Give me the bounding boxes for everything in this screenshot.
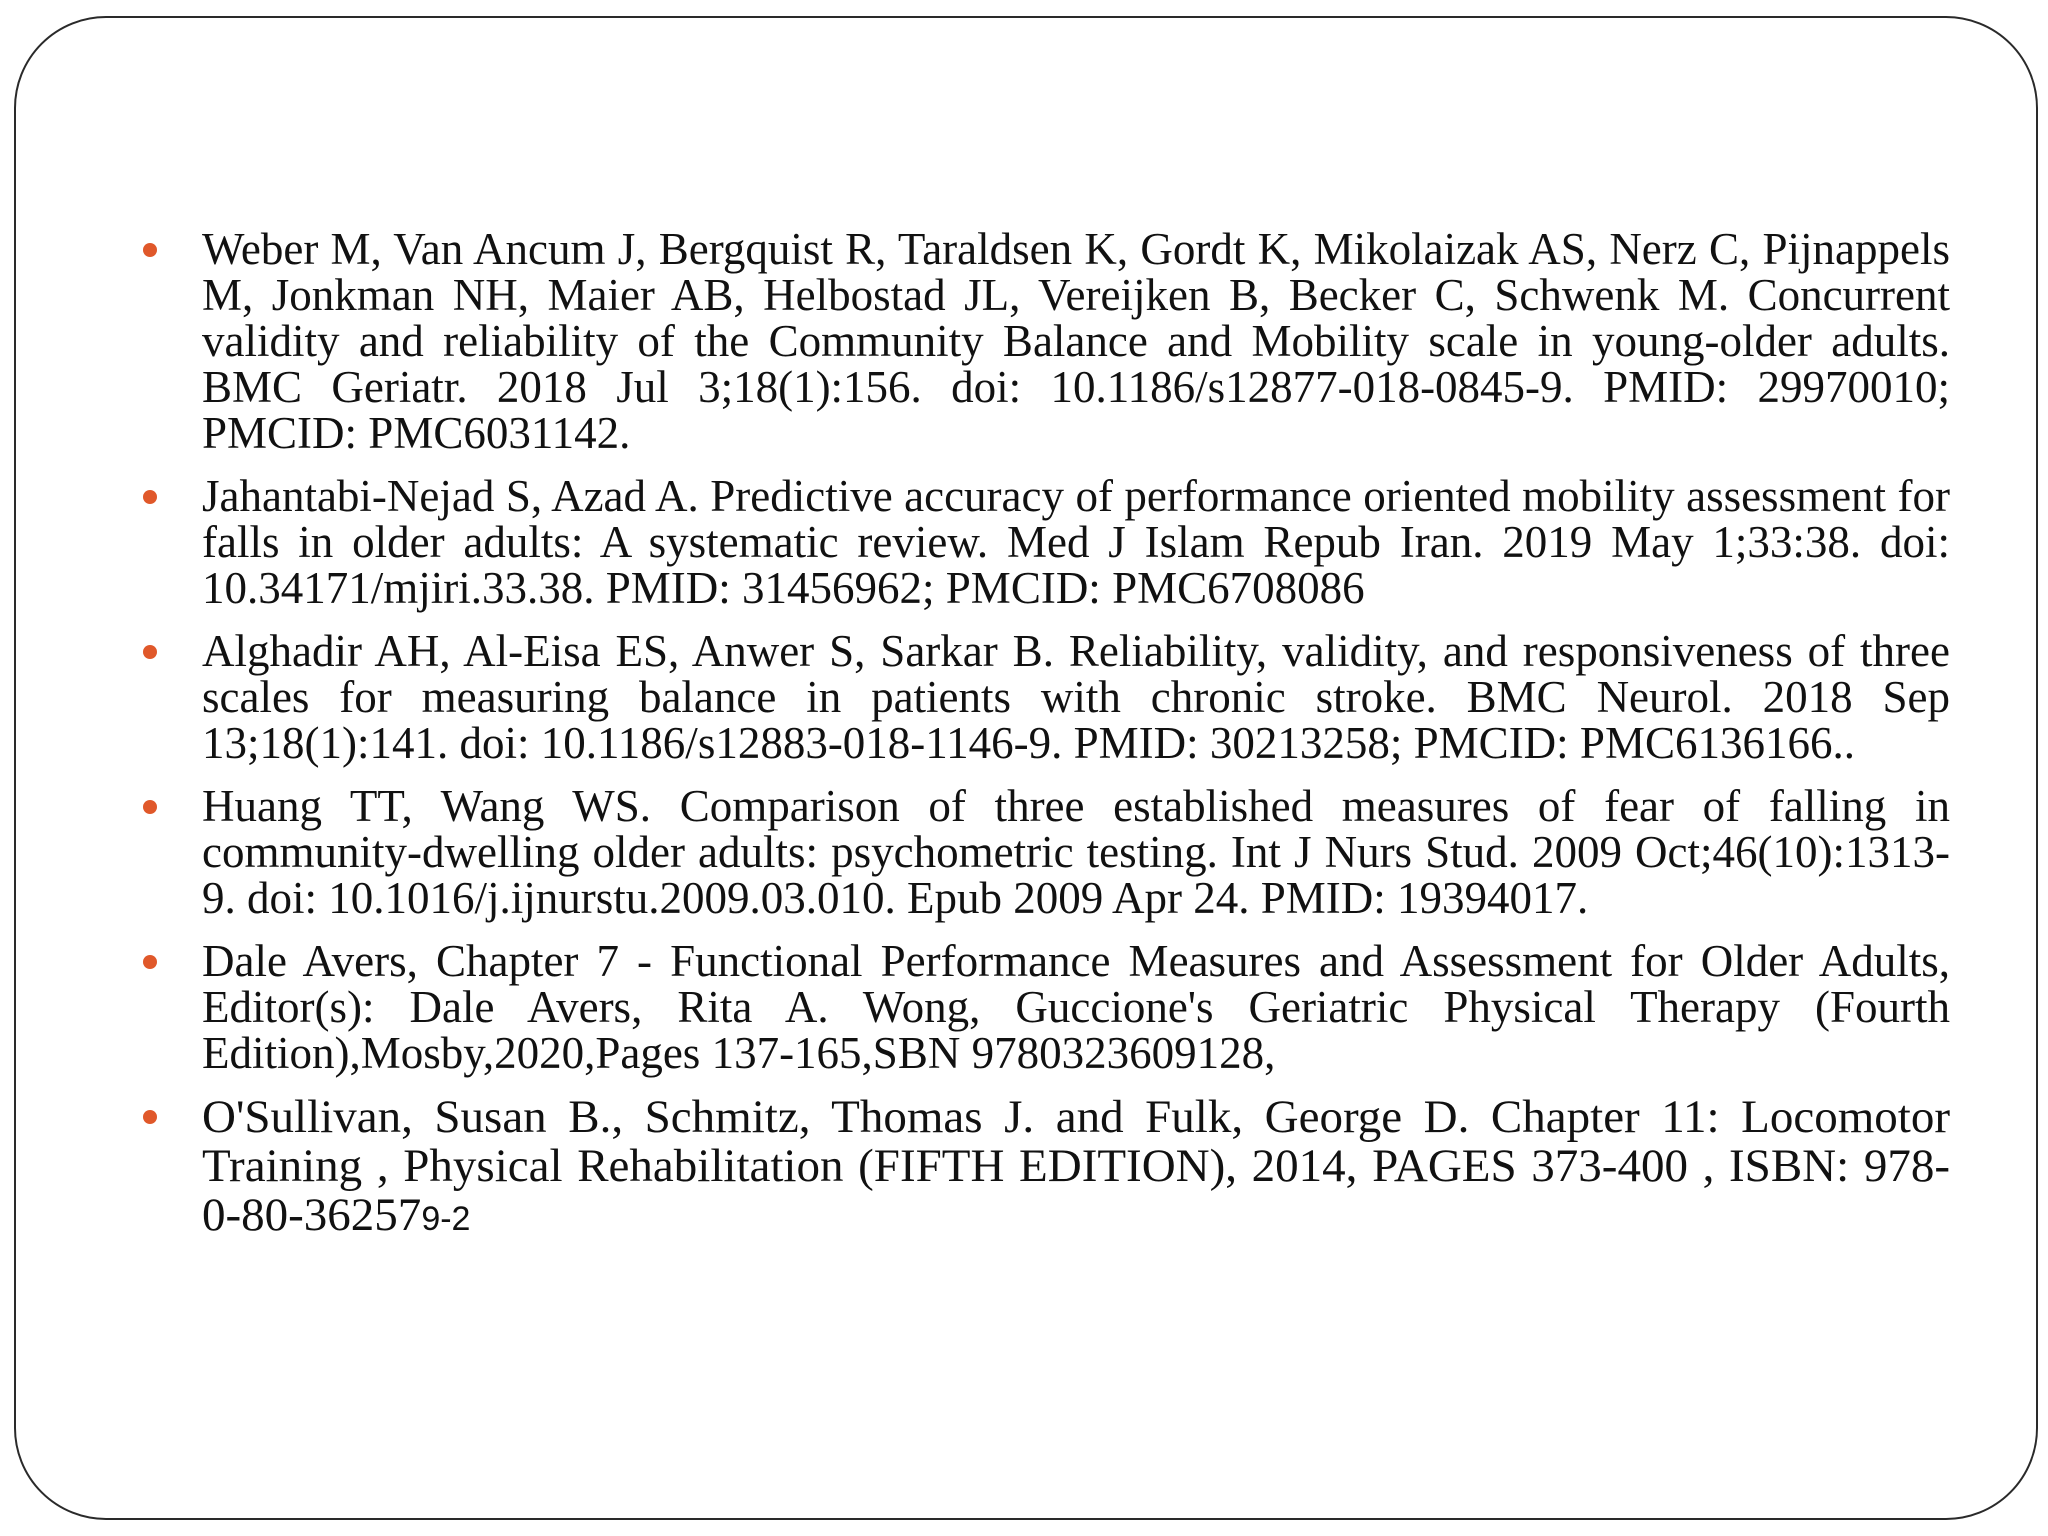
- reference-item: [140, 1093, 1950, 1244]
- bullet-icon: [143, 243, 157, 257]
- reference-item: [140, 938, 1950, 1076]
- slide-frame: [14, 16, 2038, 1520]
- bullet-icon: [143, 955, 157, 969]
- reference-item: [140, 473, 1950, 611]
- bullet-icon: [143, 800, 157, 814]
- reference-item: [140, 783, 1950, 921]
- reference-text: Alghadir AH, Al-Eisa ES, Anwer S, Sarkar B. Reliability, validity, and responsiveness of three scales for measuring balance in patients with chronic stroke. BMC Neurol. 2018 Sep 13;18(1):141. doi: 10.1186/s12883-018-1146-9. PMID: 30213258; PMCID: PMC6136166..: [202, 626, 1950, 768]
- reference-item: [140, 226, 1950, 456]
- reference-text: Jahantabi-Nejad S, Azad A. Predictive accuracy of performance oriented mobility assessment for falls in older adults: A systematic review. Med J Islam Repub Iran. 2019 May 1;33:38. doi: 10.34171/mjiri.33.38. PMID: 31456962; PMCID: PMC6708086: [202, 471, 1950, 613]
- reference-text: O'Sullivan, Susan B., Schmitz, Thomas J. and Fulk, George D. Chapter 11: Locomotor Training , Physical Rehabilitation (FIFTH EDITION), 2014, PAGES 373-400 , ISBN: 978-0-80-36257: [202, 1091, 1950, 1241]
- bullet-icon: [143, 490, 157, 504]
- reference-text: Weber M, Van Ancum J, Bergquist R, Taraldsen K, Gordt K, Mikolaizak AS, Nerz C, Pijnappels M, Jonkman NH, Maier AB, Helbostad JL, Vereijken B, Becker C, Schwenk M. Concurrent validity and reliability of the Community Balance and Mobility scale in young-older adults. BMC Geriatr. 2018 Jul 3;18(1):156. doi: 10.1186/s12877-018-0845-9. PMID: 29970010; PMCID: PMC6031142.: [202, 224, 1950, 458]
- bullet-icon: [143, 645, 157, 659]
- reference-text: Huang TT, Wang WS. Comparison of three established measures of fear of falling in community-dwelling older adults: psychometric testing. Int J Nurs Stud. 2009 Oct;46(10):1313-9. doi: 10.1016/j.ijnurstu.2009.03.010. Epub 2009 Apr 24. PMID: 19394017.: [202, 781, 1950, 923]
- reference-text-tail: 9-2: [421, 1200, 471, 1238]
- reference-item: [140, 628, 1950, 766]
- reference-list: [140, 226, 1950, 1261]
- reference-text: Dale Avers, Chapter 7 - Functional Performance Measures and Assessment for Older Adults, Editor(s): Dale Avers, Rita A. Wong, Guccione's Geriatric Physical Therapy (Fourth Edition),Mosby,2020,Pages 137-165,SBN 9780323609128,: [202, 936, 1950, 1078]
- bullet-icon: [143, 1110, 157, 1124]
